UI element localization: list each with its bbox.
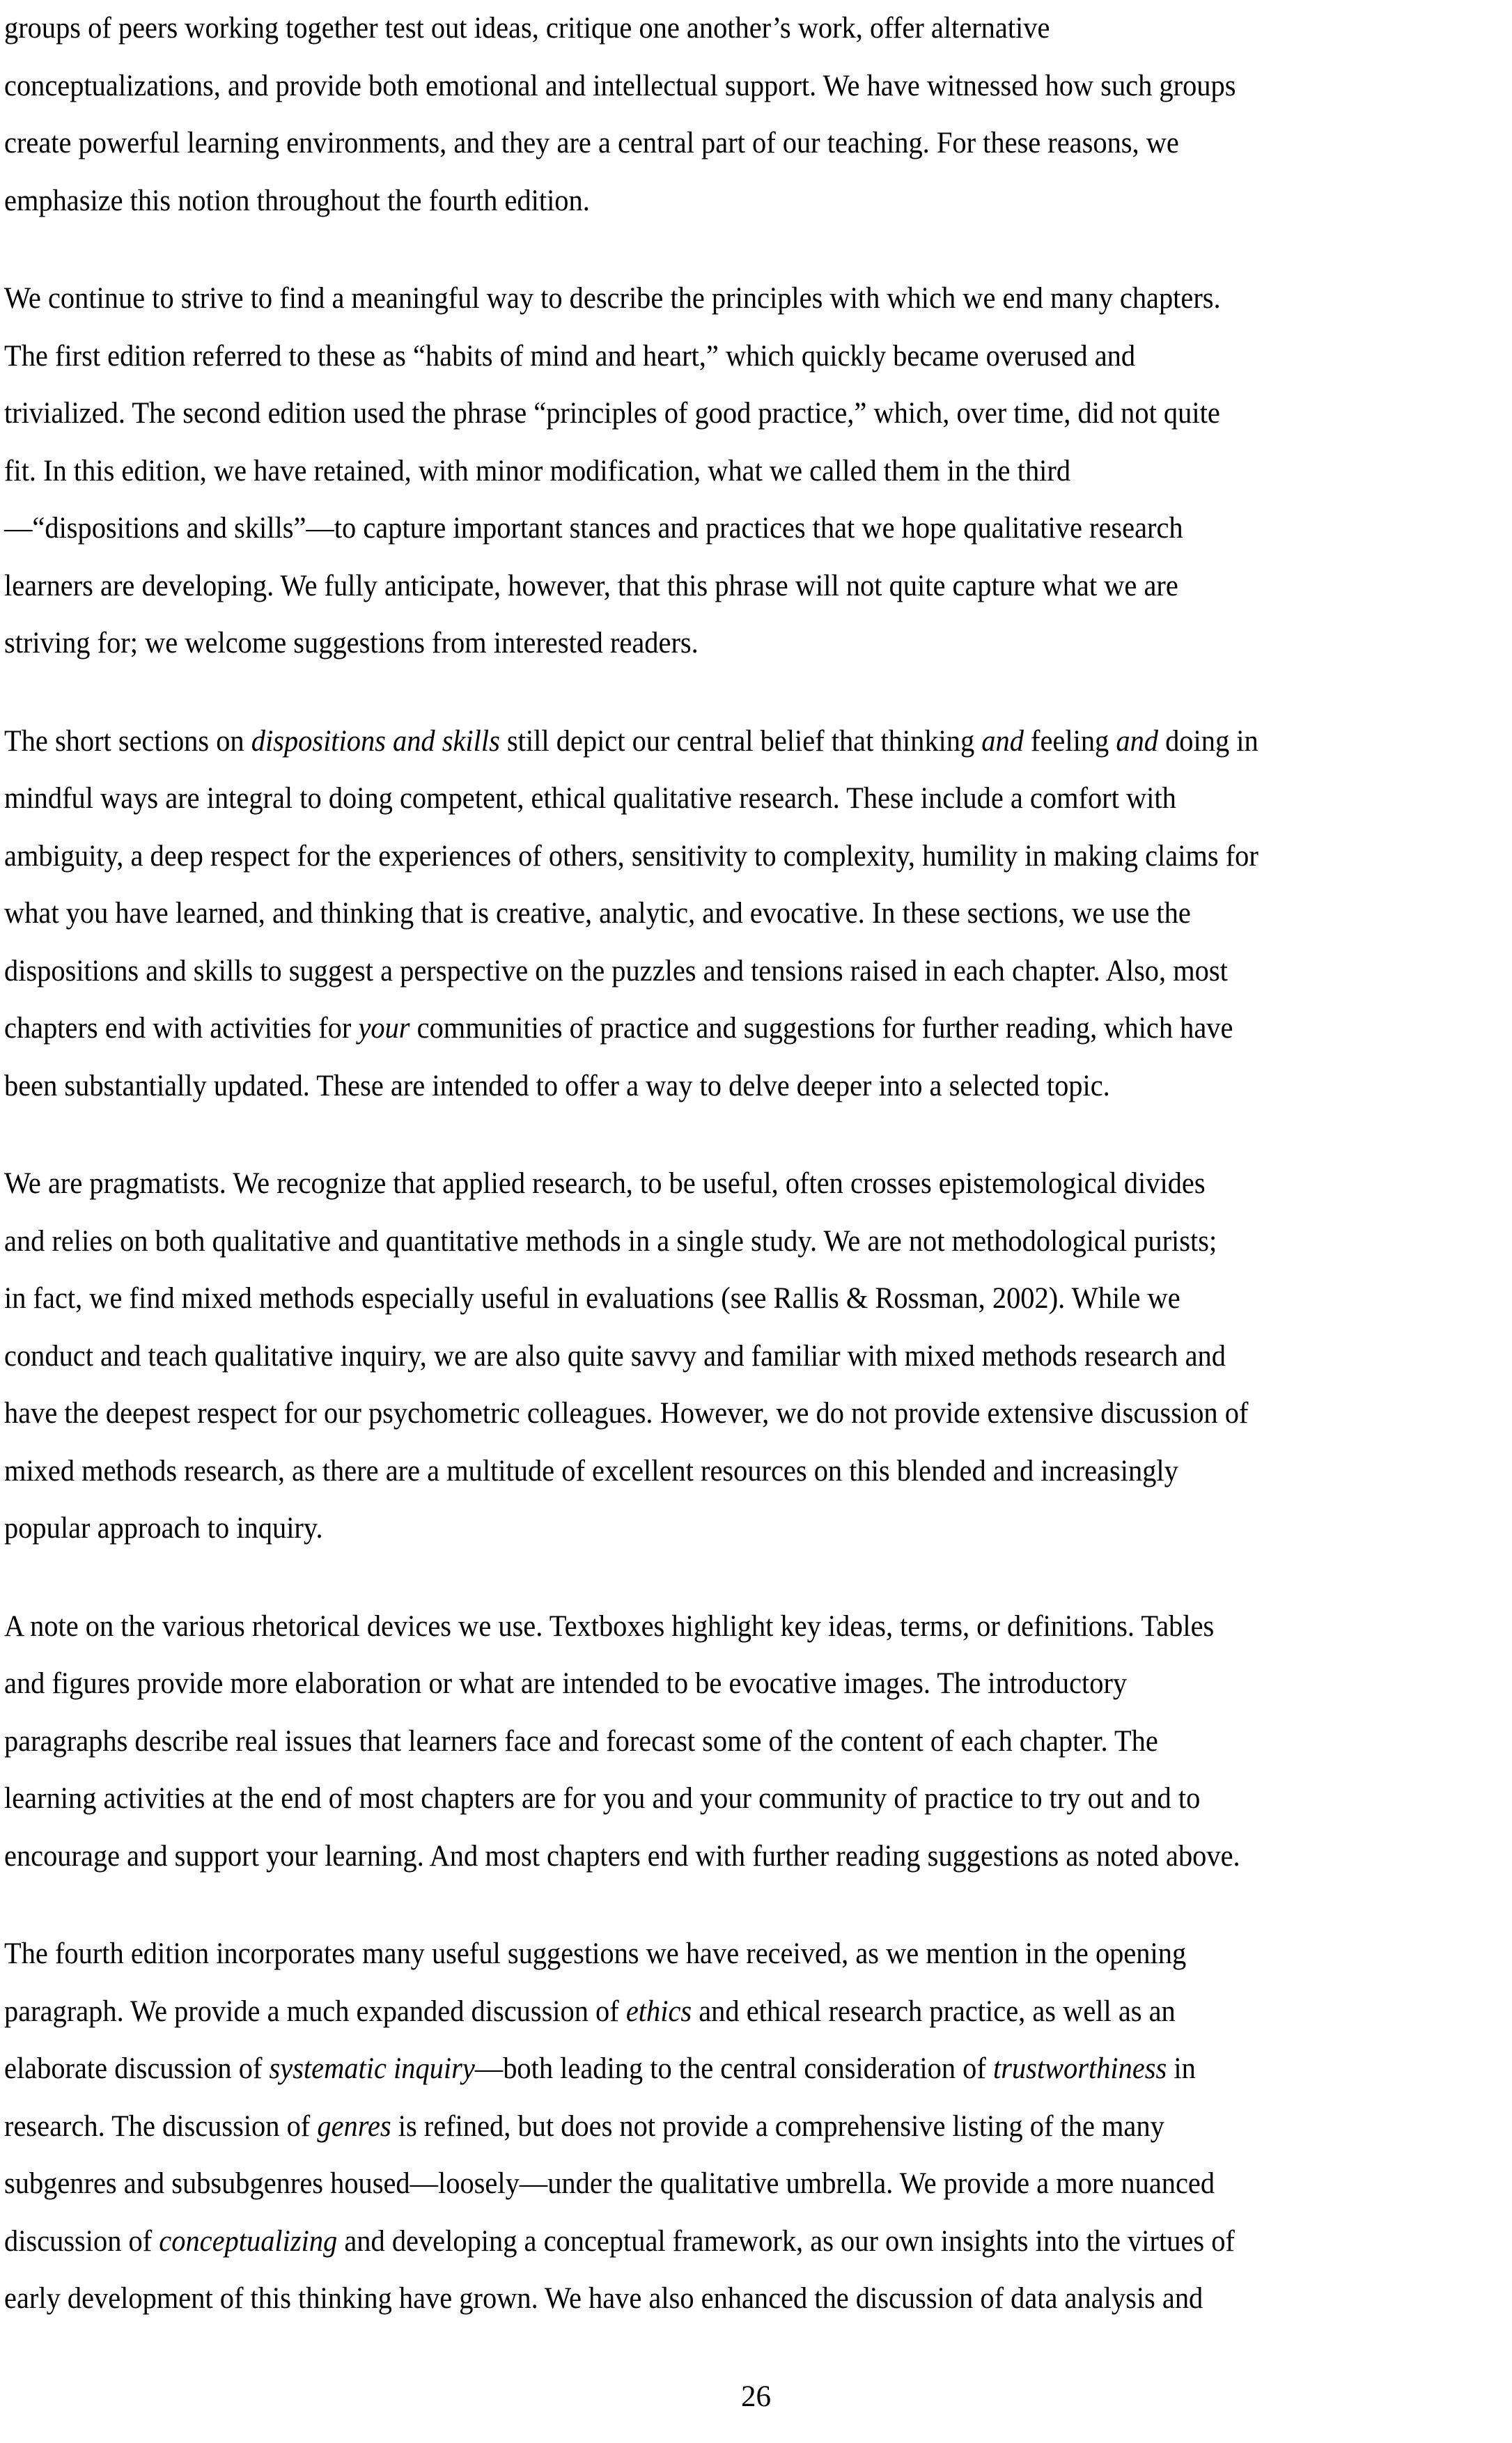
text-line (4, 1926, 1417, 1983)
text-run: The first edition referred to these as “habits of mind and heart,” which quickly became overused and (4, 339, 1136, 373)
text-line (4, 328, 1417, 386)
text-run: and developing a conceptual framework, as our own insights into the virtues of (337, 2224, 1235, 2258)
text-run: The fourth edition incorporates many useful suggestions we have received, as we mention in the opening (4, 1937, 1187, 1970)
text-line (4, 1385, 1417, 1443)
text-run: emphasize this notion throughout the fourth edition. (4, 184, 590, 217)
text-run: subgenres and subsubgenres housed—loosely—under the qualitative umbrella. We provide a more nuanced (4, 2167, 1215, 2200)
text-line (4, 1828, 1417, 1886)
text-run: mixed methods research, as there are a multitude of excellent resources on this blended and increasingly (4, 1454, 1178, 1488)
text-run: create powerful learning environments, and they are a central part of our teaching. For these reasons, we (4, 127, 1179, 159)
text-line (4, 558, 1417, 616)
text-line (4, 270, 1417, 328)
text-run: in (1167, 2052, 1196, 2085)
italic-run: and (1116, 724, 1158, 758)
text-line (4, 0, 1417, 58)
text-run: A note on the various rhetorical devices we use. Textboxes highlight key ideas, terms, or definitions. Tables (4, 1609, 1215, 1643)
text-run: feeling (1023, 724, 1116, 758)
page-number: 26 (741, 2380, 771, 2413)
text-line (4, 885, 1417, 943)
text-run: —“dispositions and skills”—to capture important stances and practices that we hope qualitative research (4, 512, 1183, 545)
paragraph (4, 0, 1508, 230)
text-line (4, 1983, 1417, 2041)
text-line (4, 1213, 1417, 1271)
italic-run: your (358, 1012, 410, 1045)
text-run: striving for; we welcome suggestions from interested readers. (4, 627, 699, 659)
text-run: is refined, but does not provide a comprehensive listing of the many (391, 2109, 1164, 2143)
text-line (4, 2270, 1417, 2328)
text-run: The short sections on (4, 724, 251, 758)
text-run: communities of practice and suggestions for further reading, which have (410, 1012, 1233, 1045)
text-line (4, 1770, 1417, 1828)
text-line (4, 713, 1417, 771)
text-line (4, 1328, 1417, 1386)
text-line (4, 1270, 1417, 1328)
page-footer (4, 2368, 1508, 2426)
italic-run: trustworthiness (992, 2052, 1167, 2085)
italic-run: conceptualizing (159, 2224, 338, 2258)
text-line (4, 1500, 1417, 1558)
text-run: ambiguity, a deep respect for the experiences of others, sensitivity to complexity, humility in making claims for (4, 839, 1258, 873)
text-line (4, 1655, 1417, 1713)
text-line (4, 385, 1417, 443)
text-run: encourage and support your learning. And most chapters end with further reading suggestions as noted above. (4, 1839, 1240, 1873)
italic-run: genres (317, 2109, 391, 2143)
text-run: learners are developing. We fully anticipate, however, that this phrase will not quite capture what we are (4, 569, 1178, 602)
paragraph (4, 1155, 1508, 1558)
text-run: groups of peers working together test out ideas, critique one another’s work, offer alternative (4, 12, 1050, 45)
text-line (4, 443, 1417, 501)
text-line (4, 1443, 1417, 1501)
text-line (4, 173, 1417, 231)
text-line (4, 2040, 1417, 2098)
text-line (4, 2155, 1417, 2213)
text-run: doing in (1158, 724, 1258, 758)
text-line (4, 943, 1417, 1001)
text-run: early development of this thinking have grown. We have also enhanced the discussion of data analysis and (4, 2282, 1203, 2315)
text-run: learning activities at the end of most chapters are for you and your community of practice to try out and to (4, 1782, 1201, 1815)
paragraph (4, 713, 1508, 1116)
text-line (4, 2098, 1417, 2156)
text-run: dispositions and skills to suggest a perspective on the puzzles and tensions raised in each chapter. Also, most (4, 954, 1228, 988)
text-run: —both leading to the central consideration of (474, 2052, 993, 2085)
text-run: elaborate discussion of (4, 2052, 270, 2085)
text-run: paragraphs describe real issues that learners face and forecast some of the content of each chapter. The (4, 1724, 1158, 1758)
text-run: what you have learned, and thinking that is creative, analytic, and evocative. In these sections, we use the (4, 897, 1191, 930)
text-run: research. The discussion of (4, 2109, 318, 2143)
paragraph (4, 1926, 1508, 2328)
text-line (4, 58, 1417, 116)
paragraph (4, 1598, 1508, 1886)
text-run: conceptualizations, and provide both emotional and intellectual support. We have witnessed how such groups (4, 69, 1236, 102)
italic-run: and (981, 724, 1024, 758)
italic-run: ethics (625, 1995, 692, 2028)
text-run: been substantially updated. These are intended to offer a way to delve deeper into a selected topic. (4, 1069, 1110, 1102)
text-run: discussion of (4, 2224, 159, 2258)
text-run: popular approach to inquiry. (4, 1512, 323, 1545)
text-line (4, 115, 1417, 173)
text-run: have the deepest respect for our psychometric colleagues. However, we do not provide extensive discussion of (4, 1397, 1249, 1430)
text-run: We continue to strive to find a meaningful way to describe the principles with which we end many chapters. (4, 282, 1221, 315)
text-line (4, 828, 1417, 886)
text-run: conduct and teach qualitative inquiry, we are also quite savvy and familiar with mixed methods research and (4, 1339, 1226, 1373)
text-line (4, 1713, 1417, 1771)
paragraph (4, 270, 1508, 673)
text-line (4, 1058, 1417, 1116)
text-run: paragraph. We provide a much expanded discussion of (4, 1995, 626, 2028)
text-line (4, 2213, 1417, 2271)
text-line (4, 1000, 1417, 1058)
text-run: and relies on both qualitative and quantitative methods in a single study. We are not methodological purists; (4, 1224, 1217, 1258)
text-run: and ethical research practice, as well as an (692, 1995, 1176, 2028)
text-run: fit. In this edition, we have retained, with minor modification, what we called them in the third (4, 454, 1071, 487)
text-line (4, 615, 1417, 673)
text-run: We are pragmatists. We recognize that applied research, to be useful, often crosses epistemological divides (4, 1167, 1206, 1200)
text-run: still depict our central belief that thinking (499, 724, 982, 758)
text-run: in fact, we find mixed methods especially useful in evaluations (see Rallis & Rossman, 2002). While we (4, 1282, 1180, 1315)
text-line (4, 770, 1417, 828)
text-run: chapters end with activities for (4, 1012, 359, 1045)
text-line (4, 1598, 1417, 1656)
text-line (4, 1155, 1417, 1213)
text-run: mindful ways are integral to doing competent, ethical qualitative research. These include a comfort with (4, 782, 1176, 815)
italic-run: dispositions and skills (251, 724, 500, 758)
text-run: and figures provide more elaboration or what are intended to be evocative images. The introductory (4, 1667, 1128, 1700)
text-line (4, 500, 1417, 558)
text-block (4, 0, 1508, 2328)
italic-run: systematic inquiry (269, 2052, 475, 2085)
text-run: trivialized. The second edition used the phrase “principles of good practice,” which, over time, did not quite (4, 397, 1220, 430)
